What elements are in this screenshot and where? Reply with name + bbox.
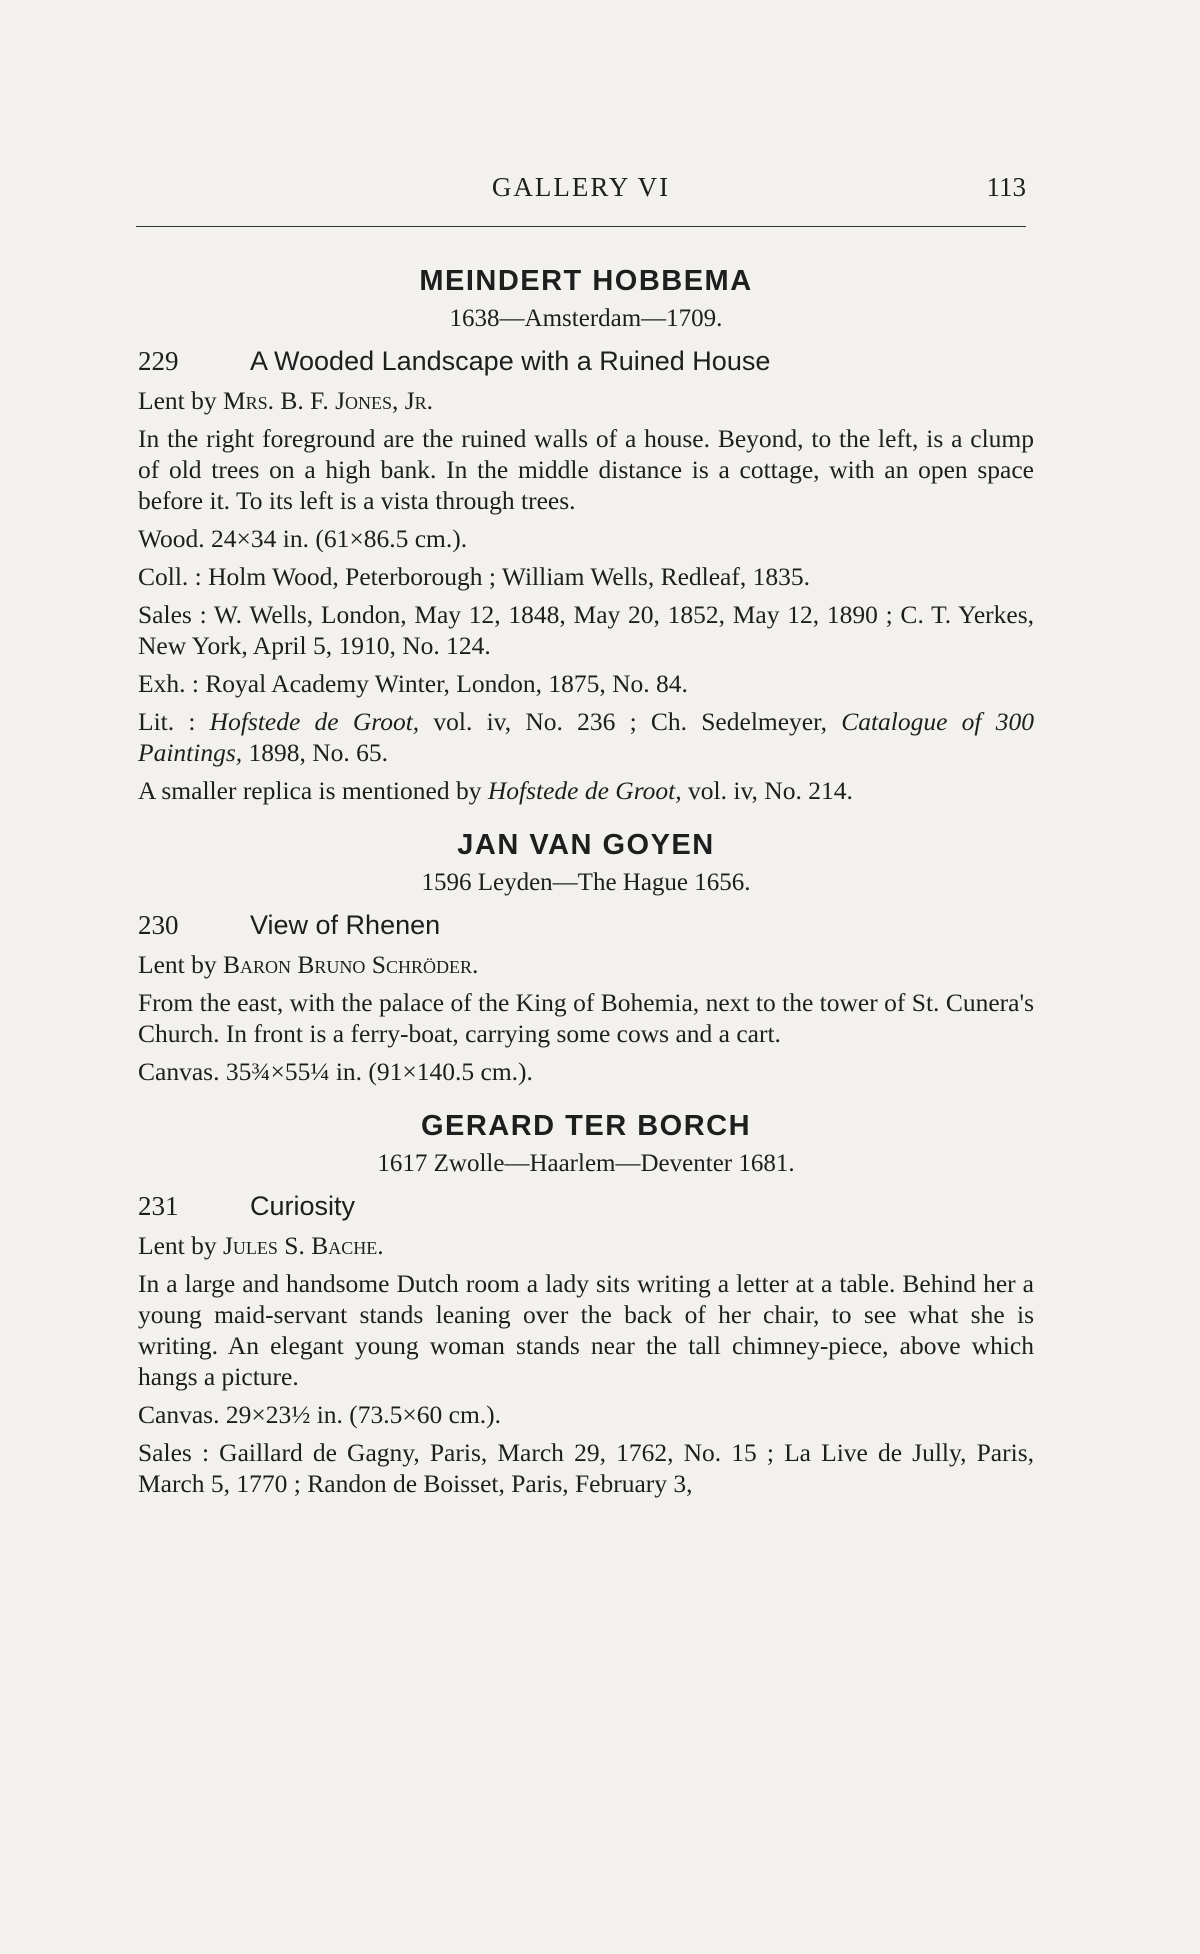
artist-dates: 1638—Amsterdam—1709. [449, 305, 723, 332]
lit-author: Hofstede de Groot, [209, 707, 420, 736]
artist-heading: GERARD TER BORCH [420, 1110, 752, 1142]
painting-description: In a large and handsome Dutch room a lady sits writing a letter at a table. Behind her a young maid-servant stands leaning over the back of her chair, to see what she is writing. An elegant young woman stands near the tall chimney-piece, above which hangs a picture. [138, 1269, 1034, 1391]
lit-catalogue: Catalogue of 300 Paintings, [138, 707, 1034, 767]
lender-name: Jules S. Bache. [222, 1231, 384, 1260]
artist-heading: JAN VAN GOYEN [457, 829, 715, 861]
collection-history: Coll. : Holm Wood, Peterborough ; William Wells, Redleaf, 1835. [138, 562, 810, 591]
lit-prefix: Lit. : [138, 707, 210, 736]
entry-title [138, 1191, 1034, 1222]
painting-description: From the east, with the palace of the King of Bohemia, next to the tower of St. Cunera's Church. In front is a ferry-boat, carrying some cows and a cart. [138, 988, 1034, 1048]
note-author: Hofstede de Groot, [487, 776, 682, 805]
header-rule [136, 226, 1026, 227]
entry-number: 229 [138, 346, 179, 376]
note-prefix: A smaller replica is mentioned by [138, 776, 488, 805]
page-body [138, 262, 1034, 1506]
lent-prefix: Lent by [138, 950, 223, 979]
lent-prefix: Lent by [138, 1231, 223, 1260]
lender-name: Mrs. B. F. Jones, Jr. [222, 386, 434, 415]
entry-number: 231 [138, 1191, 179, 1221]
catalogue-section-van-goyen [138, 826, 1034, 1087]
replica-note [138, 775, 1034, 806]
medium-dimensions: Canvas. 29×23½ in. (73.5×60 cm.). [138, 1400, 502, 1429]
lender-name: Baron Bruno Schröder. [222, 950, 479, 979]
exhibition-history: Exh. : Royal Academy Winter, London, 1875, No. 84. [138, 669, 688, 698]
lender-line [138, 385, 1034, 416]
lent-prefix: Lent by [138, 386, 223, 415]
medium-dimensions: Canvas. 35¾×55¼ in. (91×140.5 cm.). [138, 1057, 533, 1086]
lit-end: 1898, No. 65. [242, 738, 389, 767]
literature [138, 706, 1034, 768]
catalogue-section-hobbema [138, 262, 1034, 806]
painting-description: In the right foreground are the ruined walls of a house. Beyond, to the left, is a clump of old trees on a high bank. In the middle distance is a cottage, with an open space before it. To its left is a vista through trees. [138, 424, 1034, 515]
running-title: GALLERY VI [491, 172, 671, 202]
page-header [136, 172, 1026, 208]
painting-title: A Wooded Landscape with a Ruined House [250, 346, 771, 376]
artist-heading: MEINDERT HOBBEMA [419, 265, 753, 297]
lit-middle: vol. iv, No. 236 ; Ch. Sedelmeyer, [419, 707, 842, 736]
catalogue-section-ter-borch [138, 1107, 1034, 1499]
lender-line [138, 1230, 1034, 1261]
lender-line [138, 949, 1034, 980]
artist-dates: 1617 Zwolle—Haarlem—Deventer 1681. [377, 1150, 795, 1177]
painting-title: Curiosity [250, 1191, 356, 1221]
entry-number: 230 [138, 910, 179, 940]
page-number: 113 [986, 172, 1026, 202]
sales-history: Sales : W. Wells, London, May 12, 1848, May 20, 1852, May 12, 1890 ; C. T. Yerkes, New York, April 5, 1910, No. 124. [138, 600, 1034, 660]
painting-title: View of Rhenen [250, 910, 441, 940]
note-end: vol. iv, No. 214. [681, 776, 853, 805]
artist-dates: 1596 Leyden—The Hague 1656. [421, 869, 751, 896]
medium-dimensions: Wood. 24×34 in. (61×86.5 cm.). [138, 524, 468, 553]
entry-title [138, 910, 1034, 941]
sales-history: Sales : Gaillard de Gagny, Paris, March 29, 1762, No. 15 ; La Live de Jully, Paris, March 5, 1770 ; Randon de Boisset, Paris, February 3, [138, 1438, 1034, 1498]
entry-title [138, 346, 1034, 377]
